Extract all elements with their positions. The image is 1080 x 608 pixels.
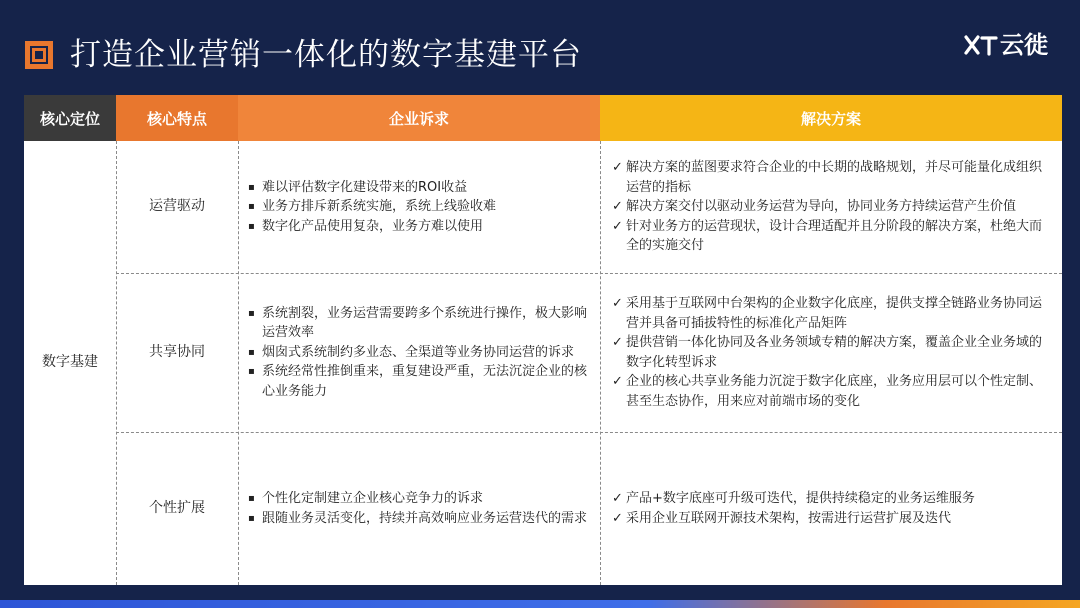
feature-operation-driven: 运营驱动 (149, 198, 205, 215)
list-item: ▪ 业务方排斥新系统实施，系统上线验收难 (248, 197, 496, 217)
logo-mark-icon (964, 33, 998, 57)
solutions-cell (600, 141, 1062, 273)
list-item: ▪ 系统经常性推倒重来，重复建设严重，无法沉淀企业的核心业务能力 (248, 362, 590, 401)
feature-personal-extension: 个性扩展 (149, 499, 205, 516)
list-item: ▪ 难以评估数字化建设带来的ROI收益 (248, 178, 496, 198)
logo-text: 云徙 (1000, 31, 1048, 59)
header-solution: 解决方案 (600, 95, 1062, 141)
list-item: ✓ 针对业务方的运营现状，设计合理适配并且分阶段的解决方案，杜绝大而全的实施交付 (612, 217, 1042, 256)
requirements-list (248, 304, 590, 402)
list-item: ▪ 系统割裂，业务运营需要跨多个系统进行操作，极大影响运营效率 (248, 304, 590, 343)
requirements-cell (238, 141, 600, 273)
list-item: ▪ 个性化定制建立企业核心竞争力的诉求 (248, 489, 587, 509)
solutions-list (612, 489, 975, 528)
header (0, 0, 1080, 95)
solutions-cell (600, 432, 1062, 585)
requirements-list (248, 489, 587, 528)
list-item: ✓ 采用企业互联网开源技术架构，按需进行运营扩展及迭代 (612, 509, 975, 529)
solutions-cell (600, 273, 1062, 432)
core-position-value: 数字基建 (42, 354, 98, 371)
solutions-list (612, 158, 1042, 256)
bottom-accent-bar (0, 600, 1080, 608)
header-core-position: 核心定位 (24, 95, 116, 141)
list-item: ▪ 跟随业务灵活变化，持续并高效响应业务运营迭代的需求 (248, 509, 587, 529)
list-item: ✓ 解决方案交付以驱动业务运营为导向，协同业务方持续运营产生价值 (612, 197, 1042, 217)
positioning-table (24, 95, 1062, 585)
list-item: ✓ 解决方案的蓝图要求符合企业的中长期的战略规划，并尽可能量化成组织运营的指标 (612, 158, 1042, 197)
list-item: ▪ 烟囱式系统制约多业态、全渠道等业务协同运营的诉求 (248, 343, 590, 363)
list-item: ✓ 采用基于互联网中台架构的企业数字化底座，提供支撑全链路业务协同运营并具备可插拔特性的标准化产品矩阵 (612, 294, 1042, 333)
list-item: ✓ 产品+数字底座可升级可迭代，提供持续稳定的业务运维服务 (612, 489, 975, 509)
list-item: ▪ 数字化产品使用复杂，业务方难以使用 (248, 217, 496, 237)
solutions-list (612, 294, 1042, 411)
header-requirement: 企业诉求 (238, 95, 600, 141)
logo (964, 30, 1048, 60)
header-core-feature: 核心特点 (116, 95, 238, 141)
requirements-list (248, 178, 496, 237)
requirements-cell (238, 432, 600, 585)
title-square-icon (25, 41, 53, 69)
requirements-cell (238, 273, 600, 432)
page-title: 打造企业营销一体化的数字基建平台 (70, 37, 582, 73)
feature-shared-collaboration: 共享协同 (149, 343, 205, 360)
list-item: ✓ 提供营销一体化协同及各业务领域专精的解决方案，覆盖企业全业务域的数字化转型诉求 (612, 333, 1042, 372)
list-item: ✓ 企业的核心共享业务能力沉淀于数字化底座，业务应用层可以个性定制、甚至生态协作，用来应对前端市场的变化 (612, 372, 1042, 411)
